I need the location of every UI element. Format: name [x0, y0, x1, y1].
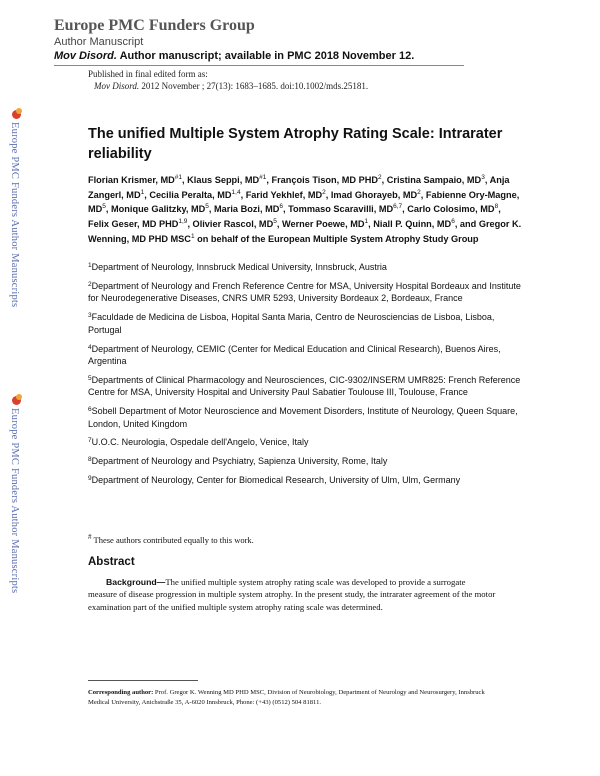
- author-name: Niall P. Quinn, MD: [373, 219, 452, 230]
- affiliation-number: 7: [88, 437, 92, 445]
- author-affiliation-mark: 5: [102, 203, 106, 211]
- author-affiliation-mark: 1: [364, 217, 369, 225]
- author-separator: ,: [368, 219, 374, 230]
- affiliation-item: [88, 342, 524, 368]
- author-affiliation-mark: 2: [322, 188, 326, 196]
- manuscript-note: [54, 49, 474, 63]
- abstract-heading: Abstract: [88, 556, 135, 568]
- author-separator: ,: [325, 189, 331, 200]
- author-separator: ,: [283, 204, 289, 215]
- publication-info: [88, 68, 368, 92]
- author-affiliation-mark: 2: [417, 188, 421, 196]
- equal-text: These authors contributed equally to this work.: [91, 534, 254, 545]
- author-name: Cristina Sampaio, MD: [386, 175, 482, 186]
- affiliation-number: 6: [88, 406, 92, 414]
- affiliation-text: Sobell Department of Motor Neuroscience and Movement Disorders, Institute of Neurology, Queen Square, London, United Kingdom: [88, 406, 518, 429]
- author-separator: ,: [498, 204, 501, 215]
- affiliation-text: Department of Neurology, CEMIC (Center for Medical Education and Clinical Research), Buenos Aires, Argentina: [88, 343, 501, 366]
- author-separator: ,: [484, 175, 490, 186]
- availability-text: Author manuscript; available in PMC 2018 November 12.: [116, 50, 415, 62]
- sidebar-text-top: Europe PMC Funders Author Manuscripts: [9, 122, 20, 308]
- author-separator: ,: [276, 219, 282, 230]
- author-separator: ,: [381, 175, 387, 186]
- author-separator: ,: [420, 189, 426, 200]
- author-separator: ,: [208, 204, 215, 215]
- author-name: Carlo Colosimo, MD: [407, 204, 495, 215]
- affiliation-number: 3: [88, 312, 92, 320]
- affiliation-item: [88, 454, 524, 467]
- author-separator: ,: [266, 175, 272, 186]
- author-name: Monique Galitzky, MD: [111, 204, 206, 215]
- corresponding-author-footnote: [88, 688, 508, 707]
- author-affiliation-mark: 1,4: [231, 188, 241, 196]
- header-divider: [54, 65, 464, 66]
- affiliation-item: [88, 260, 524, 273]
- author-separator: ,: [182, 175, 188, 186]
- journal-name: Mov Disord.: [54, 50, 117, 62]
- affiliation-item: [88, 373, 524, 399]
- author-affiliation-mark: #1: [174, 174, 183, 181]
- author-name: Imad Ghorayeb, MD: [330, 189, 418, 200]
- affiliation-number: 4: [88, 343, 92, 351]
- page-header: [54, 17, 474, 66]
- affiliation-item: [88, 473, 524, 486]
- author-name: Felix Geser, MD PHD: [88, 219, 179, 230]
- author-affiliation-mark: 2: [378, 174, 382, 181]
- author-affiliation-mark: 8: [494, 203, 499, 211]
- author-name: Maria Bozi, MD: [214, 204, 280, 215]
- affiliation-text: Departments of Clinical Pharmacology and Neurosciences, CIC-9302/INSERM UMR825: French Reference Centre for MSA, University Hospital and University Paul Sabatier Toulouse III, Toulouse, France: [88, 374, 521, 398]
- affiliation-item: [88, 404, 524, 430]
- author-affiliation-mark: 1: [140, 188, 145, 196]
- author-affiliation-mark: 5: [205, 203, 209, 211]
- author-separator: ,: [187, 219, 193, 230]
- author-affiliation-mark: 6: [279, 203, 283, 211]
- footnote-label: Corresponding author:: [88, 689, 154, 696]
- author-name: Werner Poewe, MD: [281, 219, 365, 230]
- affiliation-number: 8: [88, 456, 92, 464]
- author-separator: ,: [105, 204, 112, 215]
- equal-mark: #: [88, 533, 92, 541]
- author-affiliation-mark: 6,7: [393, 203, 403, 211]
- affiliation-text: Department of Neurology, Innsbruck Medical University, Innsbruck, Austria: [91, 262, 387, 272]
- affiliation-text: U.O.C. Neurologia, Ospedale dell'Angelo, Venice, Italy: [91, 437, 309, 448]
- author-affiliation-mark: 1: [190, 232, 195, 240]
- sidebar-text-bottom: Europe PMC Funders Author Manuscripts: [9, 408, 20, 594]
- affiliation-text: Faculdade de Medicina de Lisboa, Hopital Santa Maria, Centro de Neurosciencias de Lisboa, Lisboa, Portugal: [88, 312, 495, 335]
- affiliation-number: 5: [88, 374, 92, 382]
- author-name: Anja Zangerl, MD: [88, 175, 510, 200]
- europe-pmc-logo-icon: [12, 396, 21, 405]
- author-list: [88, 172, 524, 245]
- citation-details: 2012 November ; 27(13): 1683–1685. doi:10.1002/mds.25181.: [139, 81, 369, 91]
- author-name: Farid Yekhlef, MD: [245, 189, 323, 200]
- author-separator: ,: [240, 189, 246, 200]
- author-separator: on behalf of the European Multiple System Atrophy Study Group: [194, 233, 479, 244]
- author-name: François Tison, MD PHD: [271, 175, 378, 186]
- background-text: The unified multiple system atrophy rating scale was developed to provide a surrogate measure of disease progression in multiple system atrophy. In the present study, the intrarater agreement of the motor examination part of the unified multiple system atrophy rating scale was determined.: [88, 577, 496, 612]
- background-label: Background—: [106, 577, 166, 587]
- paper-title: The unified Multiple System Atrophy Rating Scale: Intrarater reliability: [88, 126, 503, 162]
- author-name: Klaus Seppi, MD: [187, 175, 260, 186]
- author-affiliation-mark: #1: [259, 174, 267, 181]
- published-line: Published in final edited form as:: [88, 69, 208, 79]
- author-name: Olivier Rascol, MD: [192, 219, 274, 230]
- author-affiliation-mark: 6: [451, 217, 455, 225]
- author-separator: ,: [402, 204, 408, 215]
- footnote-divider: [88, 680, 198, 681]
- author-name: Fabienne Ory-Magne, MD: [88, 189, 520, 215]
- author-affiliation-mark: 1,9: [178, 217, 188, 225]
- manuscript-label: Author Manuscript: [54, 36, 144, 48]
- affiliation-list: [88, 260, 524, 492]
- affiliation-item: [88, 310, 524, 336]
- affiliation-text: Department of Neurology and French Reference Centre for MSA, University Hospital Bordeaux and Institute for Neurodegenerative Diseases, CNRS UMR 5293, University Bordeaux 2, Bordeaux, France: [88, 280, 521, 304]
- author-name: Cecilia Peralta, MD: [149, 189, 232, 200]
- footnote-text: Prof. Gregor K. Wenning MD PHD MSC, Division of Neurobiology, Department of Neurology and Neurosurgery, Innsbruck Medical University, Anichstraße 35, A-6020 Innsbruck, Phone: (+43) (0512) 504 81811.: [88, 689, 485, 706]
- affiliation-text: Department of Neurology, Center for Biomedical Research, University of Ulm, Ulm, Germany: [91, 475, 461, 486]
- sidebar-label-top: [9, 110, 25, 307]
- affiliation-number: 2: [88, 280, 92, 288]
- author-separator: ,: [144, 189, 150, 200]
- funder-group: Europe PMC Funders Group: [54, 17, 255, 34]
- equal-contribution-note: [88, 533, 254, 545]
- author-affiliation-mark: 5: [273, 217, 277, 225]
- citation: [88, 80, 368, 92]
- affiliation-item: [88, 279, 524, 305]
- author-name: Florian Krismer, MD: [88, 175, 175, 186]
- sidebar-label-bottom: [9, 396, 25, 593]
- author-affiliation-mark: 3: [481, 174, 485, 181]
- europe-pmc-logo-icon: [12, 110, 21, 119]
- affiliation-item: [88, 435, 524, 448]
- affiliation-number: 1: [88, 262, 92, 269]
- author-name: Gregor K. Wenning, MD PHD MSC: [88, 219, 522, 244]
- author-separator: , and: [454, 219, 479, 230]
- citation-journal: Mov Disord.: [94, 81, 140, 91]
- author-name: Tommaso Scaravilli, MD: [288, 204, 394, 215]
- affiliation-text: Department of Neurology and Psychiatry, Sapienza University, Rome, Italy: [91, 456, 388, 467]
- abstract-background: [88, 576, 496, 613]
- affiliation-number: 9: [88, 475, 92, 483]
